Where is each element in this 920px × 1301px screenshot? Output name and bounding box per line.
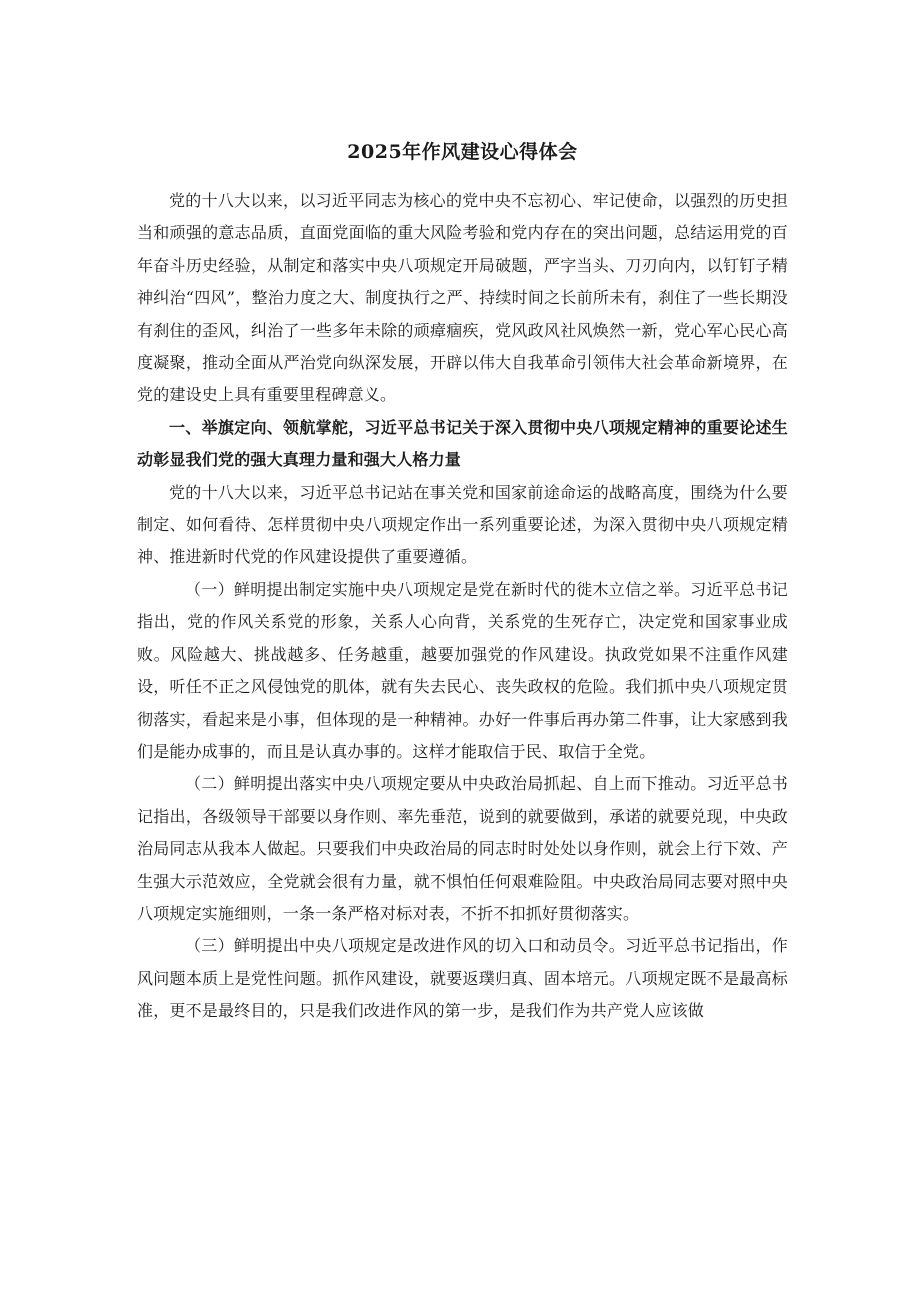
section-1-paragraph: 党的十八大以来，习近平总书记站在事关党和国家前途命运的战略高度，围绕为什么要制定、如何看待、怎样贯彻中央八项规定作出一系列重要论述，为深入贯彻中央八项规定精神、推进新时代党的作风建设提供了重要遵循。 <box>137 482 788 567</box>
intro-paragraph: 党的十八大以来，以习近平同志为核心的党中央不忘初心、牢记使命，以强烈的历史担当和顽强的意志品质，直面党面临的重大风险考验和党内存在的突出问题，总结运用党的百年奋斗历史经验，从制定和落实中央八项规定开局破题，严字当头、刀刃向内，以钉钉子精神纠治“四风”，整治力度之大、制度执行之严、持续时间之长前所未有，刹住了一些长期没有刹住的歪风，纠治了一些多年未除的顽瘴痼疾，党风政风社风焕然一新，党心军心民心高度凝聚，推动全面从严治党向纵深发展，开辟以伟大自我革命引领伟大社会革命新境界，在党的建设史上具有重要里程碑意义。 <box>137 191 788 405</box>
subsection-3-paragraph: （三）鲜明提出中央八项规定是改进作风的切入口和动员令。习近平总书记指出，作风问题本质上是党性问题。抓作风建设，就要返璞归真、固本培元。八项规定既不是最高标准，更不是最终目的，只是我们改进作风的第一步，是我们作为共产党人应该做 <box>137 936 788 1021</box>
document-title: 2025年作风建设心得体会 <box>347 141 578 163</box>
section-heading-1: 一、举旗定向、领航掌舵，习近平总书记关于深入贯彻中央八项规定精神的重要论述生动彰显我们党的强大真理力量和强大人格力量 <box>137 417 788 470</box>
document-body <box>137 185 788 1028</box>
subsection-1-paragraph: （一）鲜明提出制定实施中央八项规定是党在新时代的徙木立信之举。习近平总书记指出，党的作风关系党的形象，关系人心向背，关系党的生死存亡，决定党和国家事业成败。风险越大、挑战越多、任务越重，越要加强党的作风建设。执政党如果不注重作风建设，听任不正之风侵蚀党的肌体，就有失去民心、丧失政权的危险。我们抓中央八项规定贯彻落实，看起来是小事，但体现的是一种精神。办好一件事后再办第二件事，让大家感到我们是能办成事的，而且是认真办事的。这样才能取信于民、取信于全党。 <box>137 579 788 761</box>
subsection-2-paragraph: （二）鲜明提出落实中央八项规定要从中央政治局抓起、自上而下推动。习近平总书记指出，各级领导干部要以身作则、率先垂范，说到的就要做到，承诺的就要兑现，中央政治局同志从我本人做起。只要我们中央政治局的同志时时处处以身作则，就会上行下效、产生强大示范效应，全党就会很有力量，就不惧怕任何艰难险阻。中央政治局同志要对照中央八项规定实施细则，一条一条严格对标对表，不折不扣抓好贯彻落实。 <box>137 774 788 923</box>
